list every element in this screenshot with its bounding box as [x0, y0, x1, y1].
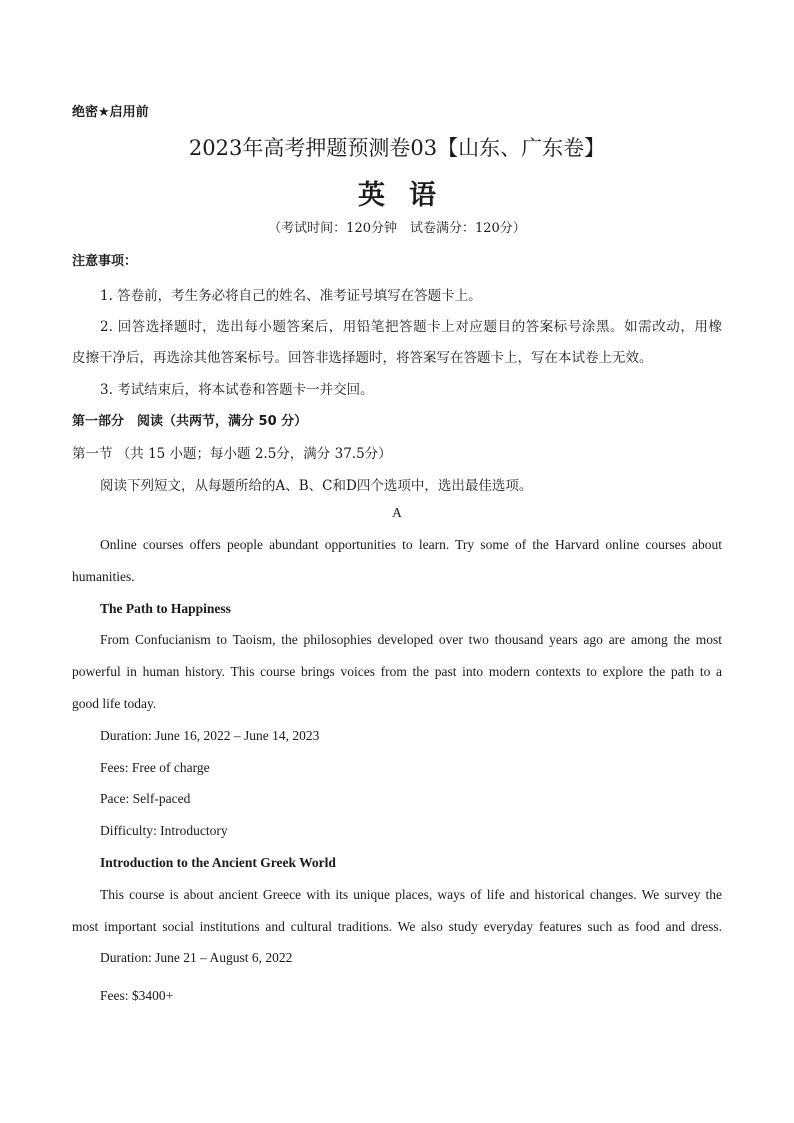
course1-duration: Duration: June 16, 2022 – June 14, 2023: [100, 728, 320, 743]
course1-desc-line-3: good life today.: [72, 696, 157, 711]
exam-title: 2023年高考押题预测卷03【山东、广东卷】: [188, 136, 606, 160]
course1-desc-line-2: powerful in human history. This course brings voices from the past into modern contexts to explore the path to a: [72, 664, 722, 679]
course1-desc-line-1: From Confucianism to Taoism, the philosophies developed over two thousand years ago are among the most: [100, 632, 722, 647]
subject-title: 英语: [358, 180, 460, 211]
course2-duration: Duration: June 21 – August 6, 2022: [100, 950, 293, 965]
passage-label: A: [392, 505, 402, 520]
reading-instruction: 阅读下列短文，从每题所给的A、B、C和D四个选项中，选出最佳选项。: [100, 478, 533, 494]
course1-difficulty: Difficulty: Introductory: [100, 823, 228, 838]
exam-info: （考试时间：120分钟 试卷满分：120分）: [268, 221, 526, 236]
course2-desc-line-1: This course is about ancient Greece with its unique places, ways of life and historical changes. We survey the: [100, 887, 722, 902]
note-item-1: 1. 答卷前，考生务必将自己的姓名、准考证号填写在答题卡上。: [100, 288, 482, 304]
course2-title: Introduction to the Ancient Greek World: [100, 855, 336, 870]
confidential-label: 绝密★启用前: [72, 105, 149, 120]
course2-desc-line-2: most important social institutions and cultural traditions. We also study everyday features such as food and dress.: [72, 919, 722, 934]
note-item-2-line-1: 2. 回答选择题时，选出每小题答案后，用铅笔把答题卡上对应题目的答案标号涂黑。如需改动，用橡: [100, 319, 722, 335]
note-item-3: 3. 考试结束后，将本试卷和答题卡一并交回。: [100, 382, 374, 398]
course2-fees: Fees: $3400+: [100, 988, 174, 1003]
notes-heading: 注意事项：: [72, 254, 138, 269]
course1-pace: Pace: Self-paced: [100, 791, 191, 806]
note-item-2-line-2: 皮擦干净后，再选涂其他答案标号。回答非选择题时，将答案写在答题卡上，写在本试卷上无效。: [72, 350, 653, 366]
passage-intro-line-2: humanities.: [72, 569, 135, 584]
course1-fees: Fees: Free of charge: [100, 760, 210, 775]
part1-heading: 第一部分 阅读（共两节，满分 50 分）: [72, 414, 308, 429]
section1-heading: 第一节 （共 15 小题；每小题 2.5分，满分 37.5分）: [72, 446, 392, 462]
passage-intro-line-1: Online courses offers people abundant opportunities to learn. Try some of the Harvard online courses about: [100, 537, 722, 552]
course1-title: The Path to Happiness: [100, 601, 231, 616]
